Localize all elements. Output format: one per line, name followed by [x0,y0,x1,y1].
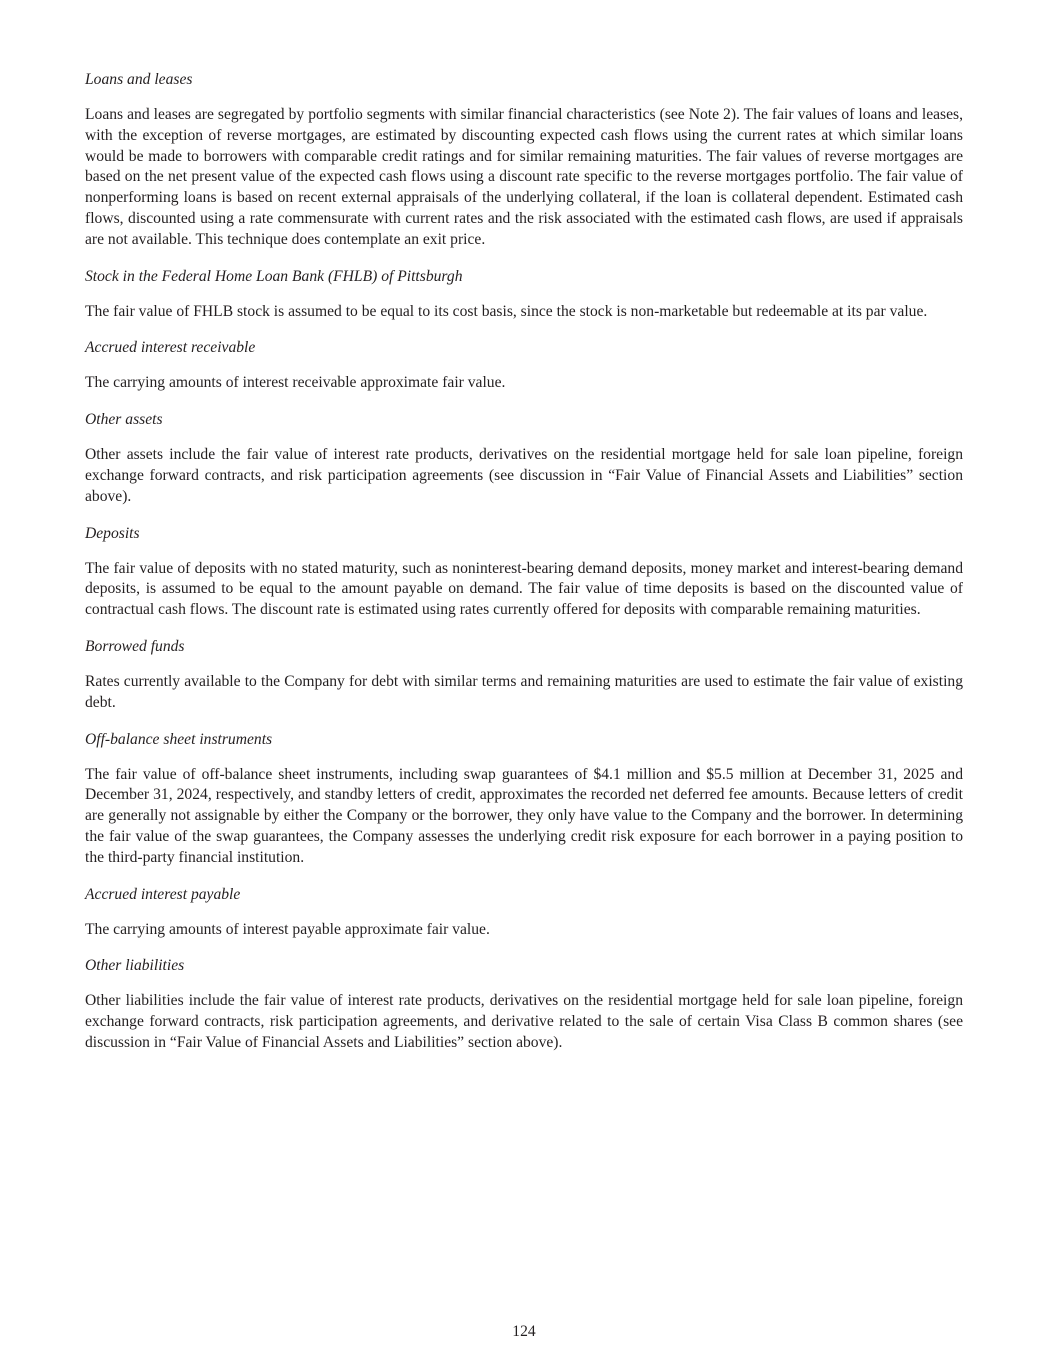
heading-accrued-interest-receivable: Accrued interest receivable [85,339,256,357]
heading-accrued-interest-payable: Accrued interest payable [85,885,241,903]
heading-other-liabilities: Other liabilities [85,957,185,975]
document-body [85,69,963,1069]
paragraph-deposits: The fair value of deposits with no stated maturity, such as noninterest-bearing demand deposits, money market and interest-bearing demand deposits, is assumed to be equal to the amount payable on demand. The fair value of time deposits is based on the discounted value of contractual cash flows. The discount rate is estimated using rates currently offered for deposits with comparable remaining maturities. [85,559,963,619]
paragraph-borrowed-funds: Rates currently available to the Company for debt with similar terms and remaining maturities are used to estimate the fair value of existing debt. [85,672,963,711]
paragraph-accrued-interest-receivable: The carrying amounts of interest receivable approximate fair value. [85,374,506,392]
paragraph-other-liabilities: Other liabilities include the fair value of interest rate products, derivatives on the residential mortgage held for sale loan pipeline, foreign exchange forward contracts, risk participation agreements, and derivative related to the sale of certain Visa Class B common shares (see discussion in “Fair Value of Financial Assets and Liabilities” section above). [85,992,963,1051]
heading-off-balance-sheet-instruments: Off-balance sheet instruments [85,730,273,748]
heading-fhlb-stock: Stock in the Federal Home Loan Bank (FHLB) of Pittsburgh [85,267,463,285]
paragraph-loans-and-leases: Loans and leases are segregated by portfolio segments with similar financial characteristics (see Note 2). The fair values of loans and leases, with the exception of reverse mortgages, are estimated by discounting expected cash flows using the current rates at which similar loans would be made to borrowers with comparable credit ratings and for similar remaining maturities. The fair values of reverse mortgages are based on the net present value of the expected cash flows using a discount rate specific to the reverse mortgages portfolio. The fair value of nonperforming loans is based on recent external appraisals of the underlying collateral, if the loan is collateral dependent. Estimated cash flows, discounted using a rate commensurate with current rates and the risk associated with the estimated cash flows, are used if appraisals are not available. This technique does contemplate an exit price. [85,106,963,248]
heading-loans-and-leases: Loans and leases [85,71,193,88]
paragraph-fhlb-stock: The fair value of FHLB stock is assumed to be equal to its cost basis, since the stock is non-marketable but redeemable at its par value. [85,302,928,320]
page-number: 124 [512,1323,536,1340]
paragraph-off-balance-sheet-instruments: The fair value of off-balance sheet instruments, including swap guarantees of $4.1 million and $5.5 million at December 31, 2025 and December 31, 2024, respectively, and standby letters of credit, approximates the recorded net deferred fee amounts. Because letters of credit are generally not assignable by either the Company or the borrower, they only have value to the Company and the borrower. In determining the fair value of the swap guarantees, the Company assesses the underlying credit risk exposure for each borrower in a paying position to the third-party financial institution. [85,765,963,866]
heading-borrowed-funds: Borrowed funds [85,637,185,655]
heading-other-assets: Other assets [85,411,163,429]
paragraph-accrued-interest-payable: The carrying amounts of interest payable approximate fair value. [85,920,490,938]
heading-deposits: Deposits [85,524,140,542]
paragraph-other-assets: Other assets include the fair value of interest rate products, derivatives on the residential mortgage held for sale loan pipeline, foreign exchange forward contracts, and risk participation agreements (see discussion in “Fair Value of Financial Assets and Liabilities” section above). [85,446,963,505]
